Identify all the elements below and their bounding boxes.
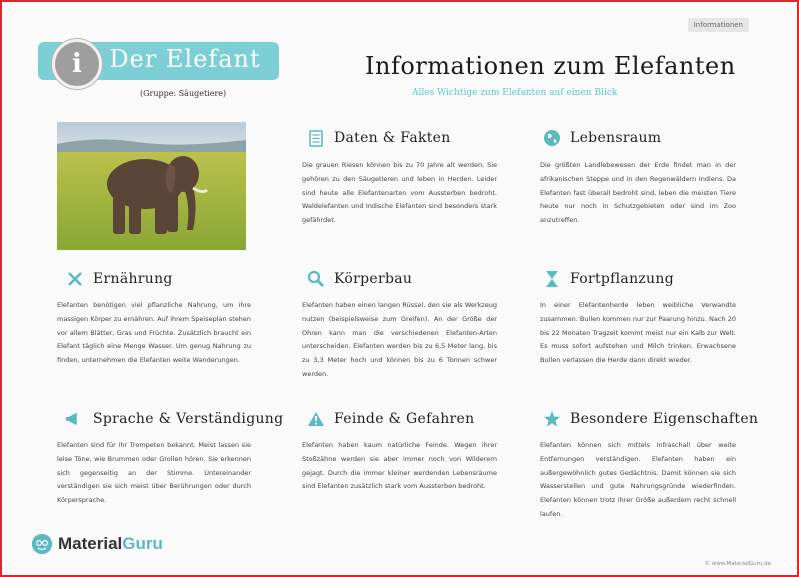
materialguru-logo[interactable] <box>32 534 163 554</box>
copyright-text: © www.MaterialGuru.de <box>704 561 771 567</box>
section-title: Lebensraum <box>570 130 662 146</box>
document-icon <box>307 129 325 147</box>
section-lebensraum-head <box>543 129 661 147</box>
magnifier-icon <box>307 270 325 288</box>
section-title: Feinde & Gefahren <box>334 411 475 427</box>
elephant-photo <box>57 122 246 250</box>
section-ernaehrung-text: Elefanten benötigen viel pflanzliche Nahrung, um ihre massigen Körper zu ernähren. Auf ihrem Speiseplan stehen vor allem Blätter, Gras und Früchte. Zusätzlich braucht ein Elefant täglich eine Menge Wasser. Um genug Nahrung zu finden, unternehmen die Elefanten weite Wanderungen. <box>57 301 251 365</box>
section-sprache-text: Elefanten sind für ihr Trompeten bekannt. Meist lassen sie leise Töne, wie Brummen oder Grollen hören. Sie erkennen sich gegenseitig an der Stimme. Untereinander verständigen sie sich meist über Berührungen oder durch Körpersprache. <box>57 441 251 505</box>
section-title: Körperbau <box>334 271 413 287</box>
banner-title: Der Elefant <box>109 45 261 73</box>
hourglass-icon <box>543 270 561 288</box>
main-title: Informationen zum Elefanten <box>365 52 736 80</box>
section-title: Ernährung <box>93 271 173 287</box>
guru-logo-icon <box>32 534 52 554</box>
logo-text-guru: Guru <box>122 534 163 553</box>
warning-icon <box>307 410 325 428</box>
megaphone-icon <box>66 410 84 428</box>
globe-icon <box>543 129 561 147</box>
section-title: Daten & Fakten <box>334 130 451 146</box>
star-icon <box>543 410 561 428</box>
section-daten-fakten-text: Die grauen Riesen können bis zu 70 Jahre alt werden. Sie gehören zu den Säugetieren und leben in Herden. Leider sind heute alle Elefantenarten vom Aussterben bedroht. Waldelefanten und Indische Elefanten sind besonders stark gefährdet. <box>302 161 497 225</box>
section-feinde-head <box>307 410 474 428</box>
section-fortpflanzung-head <box>543 270 674 288</box>
section-koerperbau-head <box>307 270 412 288</box>
section-title: Besondere Eigenschaften <box>570 411 759 427</box>
section-lebensraum-text: Die größten Landlebewesen der Erde findet man in der afrikanischen Steppe und in den Regenwäldern Indiens. Da Elefanten fast überall bedroht sind, leben die meisten Tiere heute nur noch in Schutzgebieten oder sind im Zoo anzutreffen. <box>540 161 736 225</box>
section-koerperbau-text: Elefanten haben einen langen Rüssel, den sie als Werkzeug nutzen (beispielsweise zum Greifen). An der Größe der Ohren kann man die verschiedenen Elefanten-Arten unterscheiden. Elefanten werden bis zu 6,5 Meter lang, bis zu 3,3 Meter hoch und können bis zu 6 Tonnen schwer werden. <box>302 301 497 378</box>
section-eigenschaften-text: Elefanten können sich mittels Infraschall über weite Entfernungen verständigen. Elefanten haben ein außergewöhnlich gutes Gedächtnis. Damit können sie sich Wasserstellen und gute Nahrungsgründe wiederfinden. Elefanten können trotz ihrer Größe außerdem recht schnell laufen. <box>540 441 736 518</box>
section-daten-fakten-head <box>307 129 451 147</box>
section-title: Sprache & Verständigung <box>93 411 284 427</box>
section-title: Fortpflanzung <box>570 271 674 287</box>
section-ernaehrung-head <box>66 270 173 288</box>
info-tag: Informationen <box>688 18 749 32</box>
main-subtitle: Alles Wichtige zum Elefanten auf einen Blick <box>412 88 618 98</box>
section-eigenschaften-head <box>543 410 758 428</box>
cutlery-icon <box>66 270 84 288</box>
logo-text-material: Material <box>58 534 123 553</box>
info-icon: i <box>52 39 102 89</box>
section-feinde-text: Elefanten haben kaum natürliche Feinde. Wegen ihrer Stoßzähne werden sie aber immer noch von Wilderern gejagt. Durch die immer kleiner werdenden Lebensräume sind Elefanten zusätzlich stark vom Aussterben bedroht. <box>302 441 497 491</box>
section-sprache-head <box>66 410 283 428</box>
group-label: (Gruppe: Säugetiere) <box>140 89 227 98</box>
section-fortpflanzung-text: In einer Elefantenherde leben weibliche Verwandte zusammen. Bullen kommen nur zur Paarung hinzu. Nach 20 bis 22 Monaten Tragzeit kommt meist nur ein Kalb zur Welt. Es muss sofort aufstehen und Milch trinken. Erwachsene Bullen verlassen die Herde dann direkt wieder. <box>540 301 736 365</box>
